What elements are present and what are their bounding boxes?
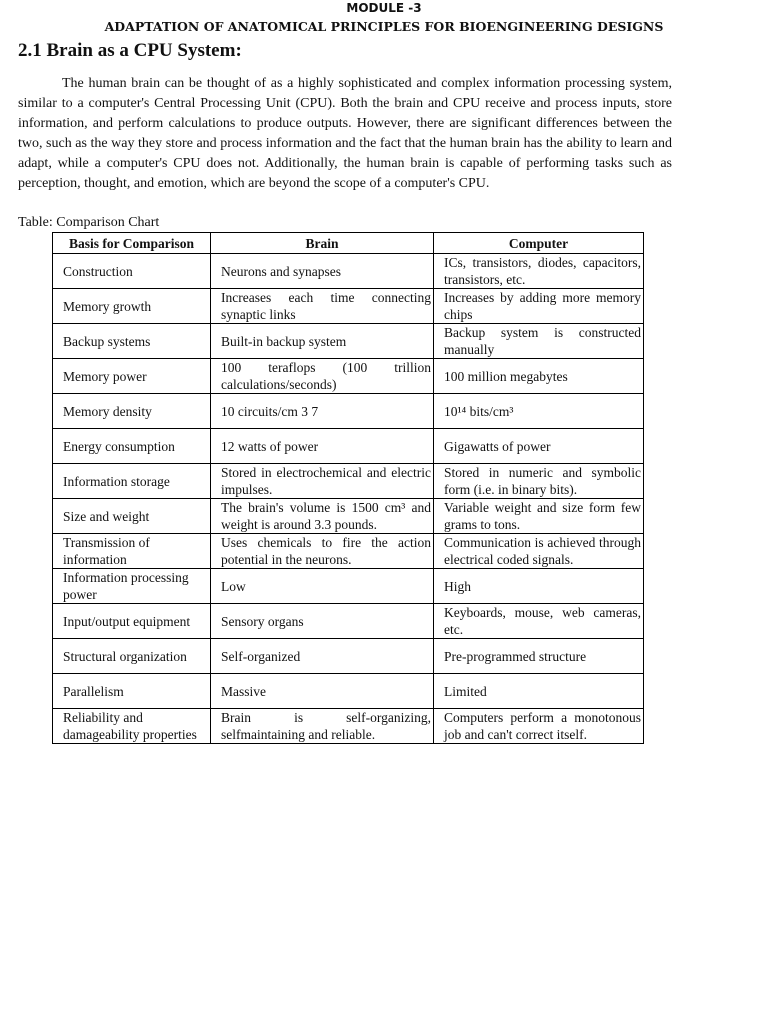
computer-cell: Communication is achieved through electrical coded signals. <box>434 534 644 569</box>
table-row <box>53 569 644 604</box>
brain-cell: Massive <box>211 674 434 709</box>
basis-cell: Information processing power <box>53 569 211 604</box>
intro-paragraph: The human brain can be thought of as a highly sophisticated and complex information processing system, similar to a computer's Central Processing Unit (CPU). Both the brain and CPU receive and process inputs, store information, and perform calculations to produce outputs. However, there are significant differences between the two, such as the way they store and process information and the fact that the human brain has the ability to learn and adapt, while a computer's CPU does not. Additionally, the human brain is capable of performing tasks such as perception, thought, and emotion, which are beyond the scope of a computer's CPU. <box>18 76 672 191</box>
table-row <box>53 674 644 709</box>
computer-cell: Increases by adding more memory chips <box>434 289 644 324</box>
brain-cell: Built-in backup system <box>211 324 434 359</box>
brain-cell: Self-organized <box>211 639 434 674</box>
basis-cell: Memory power <box>53 359 211 394</box>
table-row <box>53 709 644 744</box>
section-title: 2.1 Brain as a CPU System: <box>18 40 242 61</box>
table-row <box>53 499 644 534</box>
table-row <box>53 254 644 289</box>
computer-cell: High <box>434 569 644 604</box>
computer-cell: Variable weight and size form few grams to tons. <box>434 499 644 534</box>
brain-cell: Increases each time connecting synaptic links <box>211 289 434 324</box>
brain-cell: 12 watts of power <box>211 429 434 464</box>
brain-cell: Brain is self-organizing, selfmaintaining and reliable. <box>211 709 434 744</box>
computer-cell: Backup system is constructed manually <box>434 324 644 359</box>
basis-cell: Parallelism <box>53 674 211 709</box>
computer-cell: Computers perform a monotonous job and can't correct itself. <box>434 709 644 744</box>
table-row <box>53 394 644 429</box>
brain-cell: Stored in electrochemical and electric impulses. <box>211 464 434 499</box>
brain-cell: Uses chemicals to fire the action potential in the neurons. <box>211 534 434 569</box>
column-header-basis: Basis for Comparison <box>53 233 211 254</box>
table-caption: Table: Comparison Chart <box>18 215 160 230</box>
basis-cell: Transmission of information <box>53 534 211 569</box>
computer-cell: Limited <box>434 674 644 709</box>
column-header-computer: Computer <box>434 233 644 254</box>
table-row <box>53 359 644 394</box>
basis-cell: Information storage <box>53 464 211 499</box>
basis-cell: Backup systems <box>53 324 211 359</box>
module-label: MODULE -3 <box>346 1 422 15</box>
computer-cell: 100 million megabytes <box>434 359 644 394</box>
brain-cell: Low <box>211 569 434 604</box>
computer-cell: Stored in numeric and symbolic form (i.e. in binary bits). <box>434 464 644 499</box>
brain-cell: Neurons and synapses <box>211 254 434 289</box>
table-row <box>53 429 644 464</box>
basis-cell: Input/output equipment <box>53 604 211 639</box>
brain-cell: Sensory organs <box>211 604 434 639</box>
brain-cell: 10 circuits/cm 3 7 <box>211 394 434 429</box>
table-header-row <box>53 233 644 254</box>
basis-cell: Memory growth <box>53 289 211 324</box>
basis-cell: Construction <box>53 254 211 289</box>
basis-cell: Size and weight <box>53 499 211 534</box>
document-subtitle: ADAPTATION OF ANATOMICAL PRINCIPLES FOR BIOENGINEERING DESIGNS <box>104 19 664 34</box>
comparison-table <box>52 232 644 744</box>
computer-cell: Keyboards, mouse, web cameras, etc. <box>434 604 644 639</box>
column-header-brain: Brain <box>211 233 434 254</box>
basis-cell: Memory density <box>53 394 211 429</box>
table-row <box>53 534 644 569</box>
basis-cell: Reliability and damageability properties <box>53 709 211 744</box>
table-row <box>53 324 644 359</box>
table-row <box>53 639 644 674</box>
computer-cell: ICs, transistors, diodes, capacitors, transistors, etc. <box>434 254 644 289</box>
basis-cell: Energy consumption <box>53 429 211 464</box>
brain-cell: The brain's volume is 1500 cm³ and weight is around 3.3 pounds. <box>211 499 434 534</box>
computer-cell: Pre-programmed structure <box>434 639 644 674</box>
table-row <box>53 464 644 499</box>
basis-cell: Structural organization <box>53 639 211 674</box>
brain-cell: 100 teraflops (100 trillion calculations/seconds) <box>211 359 434 394</box>
table-row <box>53 289 644 324</box>
computer-cell: 10¹⁴ bits/cm³ <box>434 394 644 429</box>
table-row <box>53 604 644 639</box>
computer-cell: Gigawatts of power <box>434 429 644 464</box>
